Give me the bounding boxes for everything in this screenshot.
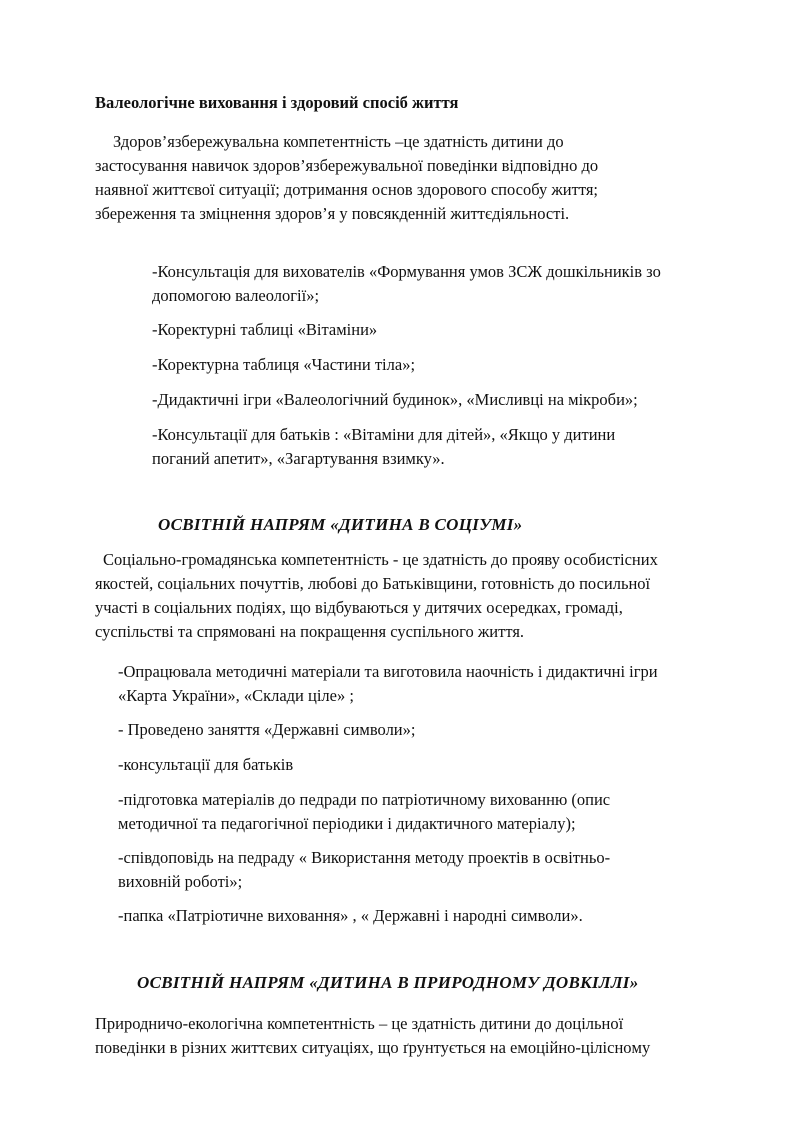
section-title-society: ОСВІТНІЙ НАПРЯМ «ДИТИНА В СОЦІУМІ» [158, 515, 523, 534]
text-line: допомогою валеології»; [152, 286, 320, 305]
intro-paragraph-society [95, 548, 658, 644]
text-line: поганий апетит», «Загартування взимку». [152, 449, 445, 468]
text-line: Здоров’язбережувальна компетентність –це здатність дитини до [113, 132, 564, 151]
text-line: методичної та педагогічної періодики і дидактичного матеріалу); [118, 814, 576, 833]
text-line: -Дидактичні ігри «Валеологічний будинок», «Мисливці на мікроби»; [152, 390, 638, 409]
text-line: застосування навичок здоров’язбережувальної поведінки відповідно до [95, 156, 599, 175]
text-line: виховній роботі»; [118, 872, 243, 891]
text-line: -консультації для батьків [118, 755, 294, 774]
list-item [118, 788, 610, 836]
text-line: -Коректурна таблиця «Частини тіла»; [152, 355, 416, 374]
text-line: якостей, соціальних почуттів, любові до Батьківщини, готовність до посильної [95, 574, 651, 593]
text-line: -Коректурні таблиці «Вітаміни» [152, 320, 378, 339]
text-line: -папка «Патріотичне виховання» , « Державні і народні символи». [118, 906, 583, 925]
section-heading-valeology: Валеологічне виховання і здоровий спосіб життя [95, 93, 459, 112]
text-line: поведінки в різних життєвих ситуаціях, що ґрунтується на емоційно-ціліснoму [95, 1038, 651, 1057]
list-item [152, 423, 615, 471]
list-item [118, 846, 610, 894]
text-line: - Проведено заняття «Державні символи»; [118, 720, 416, 739]
intro-paragraph-nature [95, 1012, 650, 1060]
text-line: Соціально-громадянська компетентність - це здатність до прояву особистісних [103, 550, 658, 569]
list-item [118, 718, 415, 742]
list-item [152, 353, 415, 377]
list-item [118, 904, 583, 928]
text-line: -Консультація для вихователів «Формування умов ЗСЖ дошкільників зо [152, 262, 661, 281]
list-item [152, 388, 638, 412]
text-line: наявної життєвої ситуації; дотримання основ здорового способу життя; [95, 180, 598, 199]
text-line: «Карта України», «Склади ціле» ; [118, 686, 354, 705]
text-line: -Опрацювала методичні матеріали та виготовила наочність і дидактичні ігри [118, 662, 658, 681]
list-item [152, 260, 661, 308]
text-line: суспільстві та спрямовані на покращення суспільного життя. [95, 622, 525, 641]
text-line: Природничо-екологічна компетентність – це здатність дитини до доцільної [95, 1014, 624, 1033]
section-title-nature: ОСВІТНІЙ НАПРЯМ «ДИТИНА В ПРИРОДНОМУ ДОВКІЛЛІ» [137, 973, 639, 992]
text-line: -Консультації для батьків : «Вітаміни для дітей», «Якщо у дитини [152, 425, 616, 444]
list-item [118, 753, 293, 777]
list-item [152, 318, 377, 342]
text-line: збереження та зміцнення здоров’я у повсякденній життєдіяльності. [95, 204, 570, 223]
list-item [118, 660, 658, 708]
text-line: участі в соціальних подіях, що відбуваються у дитячих осередках, громаді, [95, 598, 623, 617]
text-line: -співдоповідь на педраду « Використання методу проектів в освітньо- [118, 848, 611, 867]
text-line: -підготовка матеріалів до педради по патріотичному вихованню (опис [118, 790, 611, 809]
intro-paragraph-health [95, 130, 598, 226]
